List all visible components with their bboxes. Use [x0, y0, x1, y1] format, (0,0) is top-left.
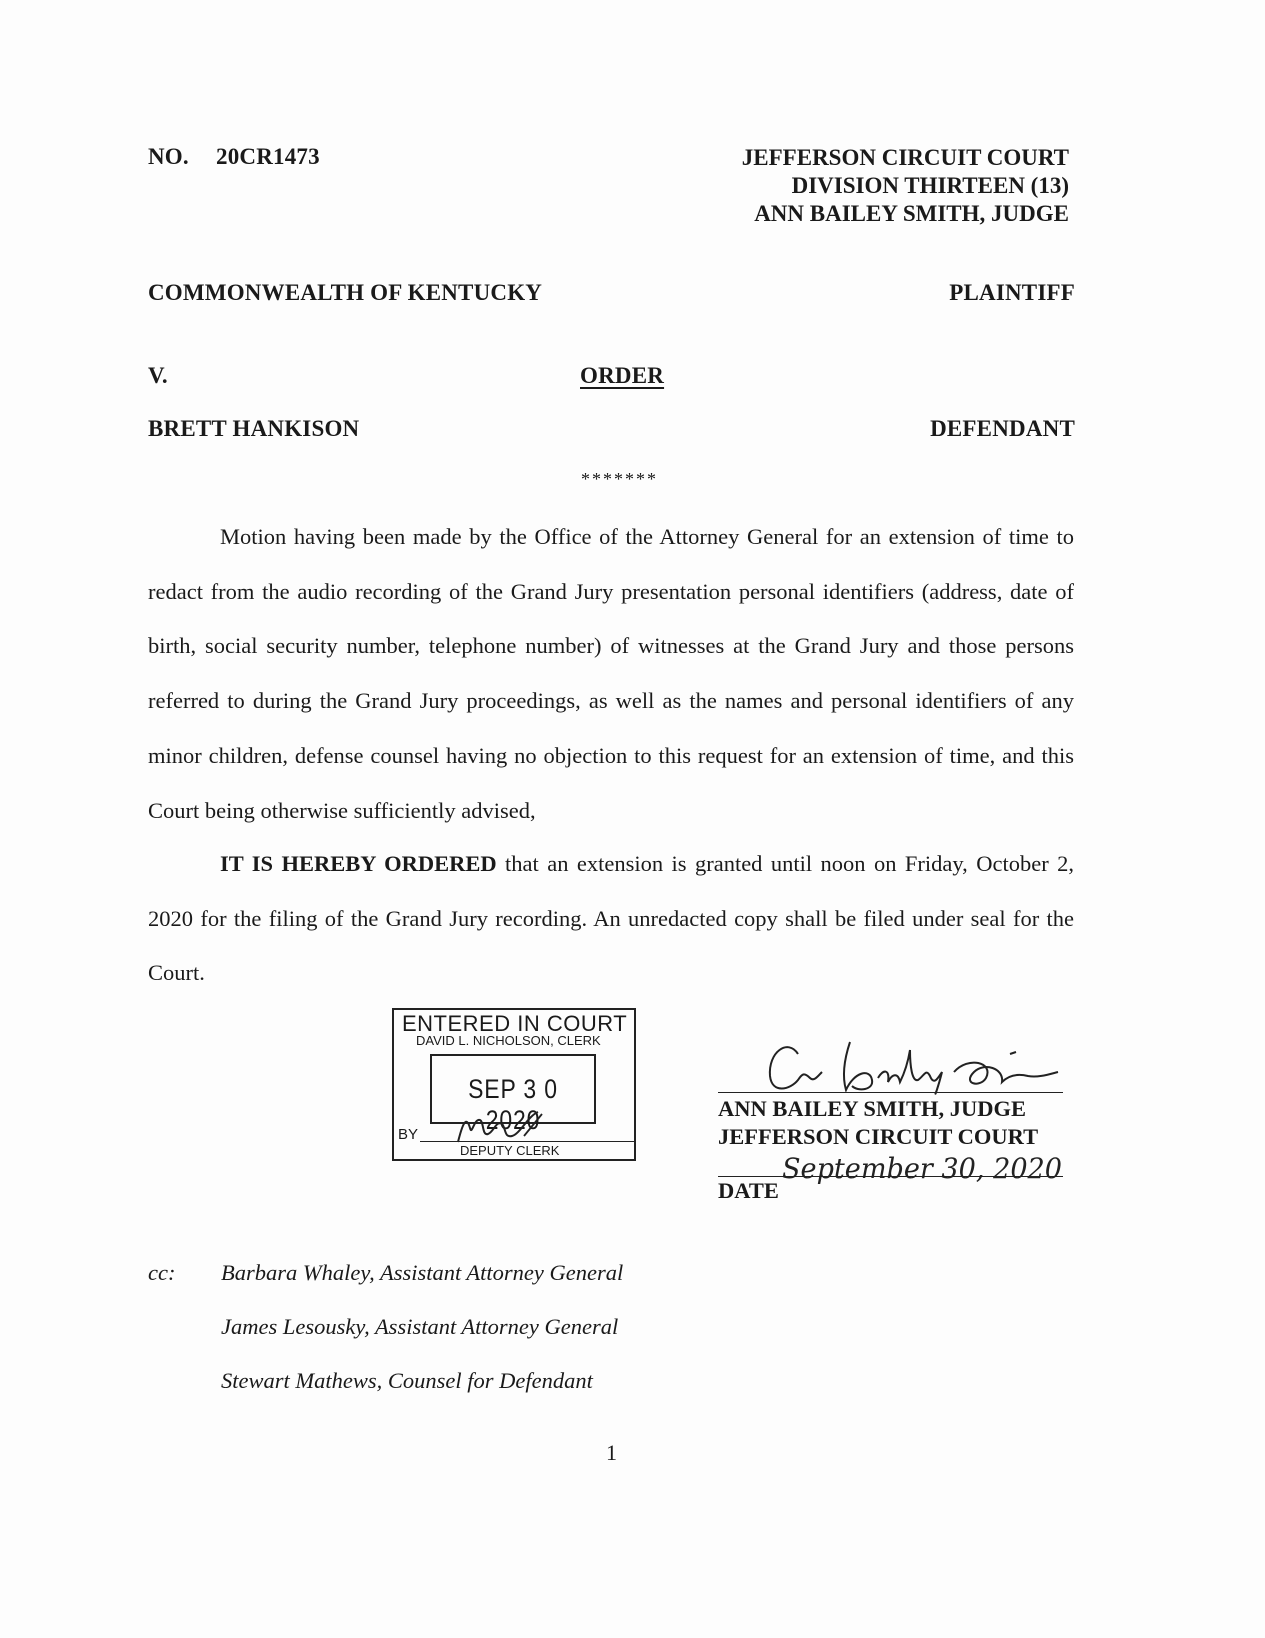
case-number-label: NO.	[148, 144, 189, 169]
stamp-by-label: BY	[398, 1126, 419, 1143]
handwritten-date	[778, 1146, 1068, 1186]
document-title: ORDER	[580, 363, 665, 388]
date-label: DATE	[718, 1178, 779, 1203]
entered-in-court-stamp	[392, 1008, 636, 1161]
versus-label: V.	[148, 363, 168, 388]
cc-label: cc:	[148, 1260, 176, 1285]
order-lead: IT IS HEREBY ORDERED	[220, 851, 497, 876]
judge-signature	[758, 1032, 1068, 1096]
plaintiff-name: COMMONWEALTH OF KENTUCKY	[148, 280, 543, 305]
stamp-deputy-label: DEPUTY CLERK	[460, 1143, 560, 1158]
case-number: 20CR1473	[216, 144, 320, 169]
cc-recipient: James Lesousky, Assistant Attorney General	[221, 1314, 619, 1339]
order-text: that an extension is granted until noon on Friday, October 2, 2020 for the filing of the Grand Jury recording. An unredacted copy shall be filed under seal for the Court.	[148, 851, 1074, 986]
judge-signature-block	[718, 1030, 1068, 1210]
cc-recipient: Barbara Whaley, Assistant Attorney General	[221, 1260, 624, 1285]
stamp-date: SEP 3 0 2020	[468, 1074, 558, 1135]
stamp-heading: ENTERED IN COURT	[402, 1011, 628, 1036]
motion-paragraph: Motion having been made by the Office of the Attorney General for an extension of time to redact from the audio recording of the Grand Jury presentation personal identifiers (address, date of birth, social security number, telephone number) of witnesses at the Grand Jury and those persons referred to during the Grand Jury proceedings, as well as the names and personal identifiers of any minor children, defense counsel having no objection to this request for an extension of time, and this Court being otherwise sufficiently advised,	[148, 524, 1074, 823]
plaintiff-role: PLAINTIFF	[949, 280, 1075, 305]
judge-name: ANN BAILEY SMITH, JUDGE	[718, 1096, 1026, 1121]
page-number: 1	[606, 1440, 617, 1465]
handwritten-date-text: September 30, 2020	[782, 1152, 1062, 1185]
judge-court: JEFFERSON CIRCUIT COURT	[718, 1124, 1039, 1149]
date-line	[718, 1176, 1063, 1177]
cc-recipient: Stewart Mathews, Counsel for Defendant	[221, 1368, 593, 1393]
stamp-clerk-name: DAVID L. NICHOLSON, CLERK	[416, 1033, 601, 1048]
defendant-role: DEFENDANT	[930, 416, 1075, 441]
defendant-name: BRETT HANKISON	[148, 416, 360, 441]
court-judge: ANN BAILEY SMITH, JUDGE	[754, 201, 1069, 226]
signature-line	[718, 1092, 1063, 1093]
court-caption	[742, 144, 1069, 228]
court-division: DIVISION THIRTEEN (13)	[791, 173, 1069, 198]
court-name: JEFFERSON CIRCUIT COURT	[741, 145, 1069, 170]
section-separator: *******	[581, 469, 658, 489]
order-paragraph	[148, 837, 1074, 1001]
